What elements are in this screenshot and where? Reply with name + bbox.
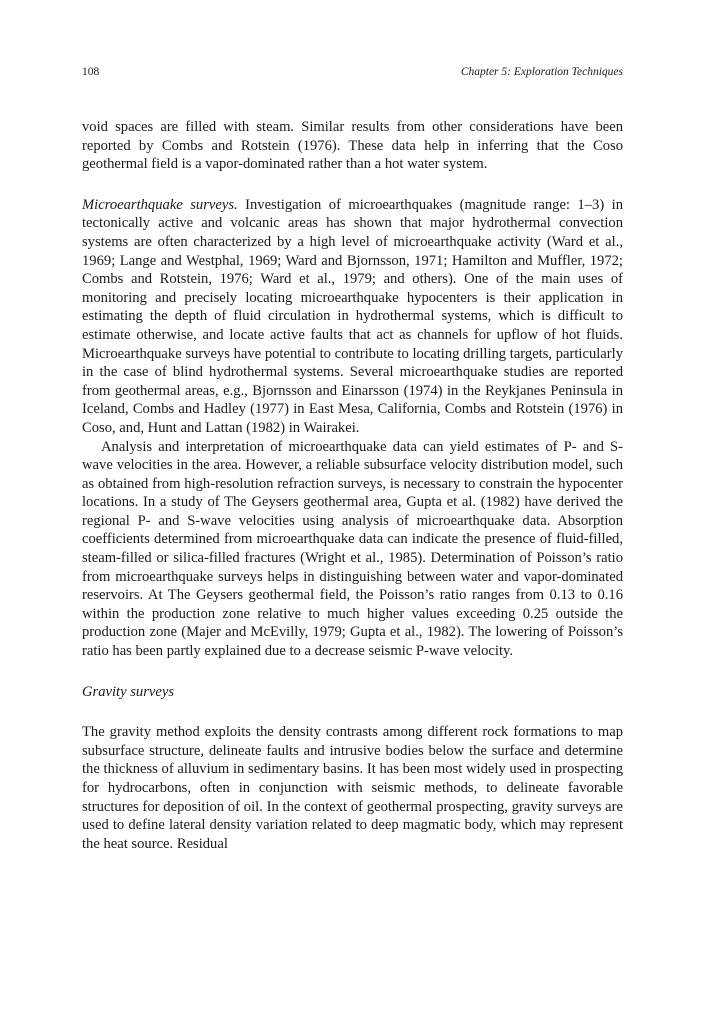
paragraph-gap — [82, 661, 623, 683]
gravity-section-heading: Gravity surveys — [82, 683, 174, 700]
paragraph-microearthquake-intro — [82, 196, 623, 438]
paragraph-microearthquake-analysis: Analysis and interpretation of microearthquake data can yield estimates of P- and S-wave velocities in the area. However, a reliable subsurface velocity distribution model, such as obtained from high-resolution refraction surveys, is necessary to constrain the hypocenter locations. In a study of The Geysers geothermal area, Gupta et al. (1982) have derived the regional P- and S-wave velocities using analysis of microearthquake data. Absorption coefficients determined from microearthquake data can indicate the presence of fluid-filled, steam-filled or silica-filled fractures (Wright et al., 1985). Determination of Poisson’s ratio from microearthquake surveys helps in distinguishing between water and vapor-dominated reservoirs. At The Geysers geothermal field, the Poisson’s ratio ranges from 0.13 to 0.16 within the production zone relative to much higher values exceeding 0.25 outside the production zone (Majer and McEvilly, 1979; Gupta et al., 1982). The lowering of Poisson’s ratio has been partly explained due to a decrease seismic P-wave velocity. — [82, 438, 623, 660]
running-header — [82, 64, 623, 80]
paragraph-gravity-intro: The gravity method exploits the density contrasts among different rock formations to map subsurface structure, delineate faults and intrusive bodies below the surface and determine the thickness of alluvium in sedimentary basins. It has been most widely used in prospecting for hydrocarbons, often in conjunction with seismic methods, to delineate favorable structures for deposition of oil. In the context of geothermal prospecting, gravity surveys are used to define lateral density variation related to deep magmatic body, which may represent the heat source. Residual — [82, 724, 623, 852]
page-number: 108 — [82, 66, 100, 78]
paragraph-gap — [82, 174, 623, 196]
microearthquake-heading: Microearthquake surveys. — [82, 196, 238, 213]
paragraph-coso-continuation: void spaces are filled with steam. Similar results from other considerations have been reported by Combs and Rotstein (1976). These data help in inferring that the Coso geothermal field is a vapor-dominated rather than a hot water system. — [82, 119, 623, 173]
chapter-title: Chapter 5: Exploration Techniques — [460, 66, 623, 78]
book-page — [82, 64, 623, 853]
microearthquake-intro-text: Investigation of microearthquakes (magnitude range: 1–3) in tectonically active and volcanic areas has shown that major hydrothermal convection systems are often characterized by a high level of microearthquake activity (Ward et al., 1969; Lange and Westphal, 1969; Ward and Bjornsson, 1971; Hamilton and Muffler, 1972; Combs and Rotstein, 1976; Ward et al., 1979; and others). One of the main uses of monitoring and precisely locating microearthquake hypocenters is their application in estimating the depth of fluid circulation in hydrothermal systems, which is difficult to estimate otherwise, and locate active faults that act as channels for upflow of hot fluids. Microearthquake surveys have potential to contribute to locating drilling targets, particularly in the case of blind hydrothermal systems. Several microearthquake studies are reported from geothermal areas, e.g., Bjornsson and Einarsson (1974) in the Reykjanes Peninsula in Iceland, Combs and Hadley (1977) in East Mesa, California, Combs and Rotstein (1976) in Coso, and, Hunt and Lattan (1982) in Wairakei. — [82, 196, 623, 436]
